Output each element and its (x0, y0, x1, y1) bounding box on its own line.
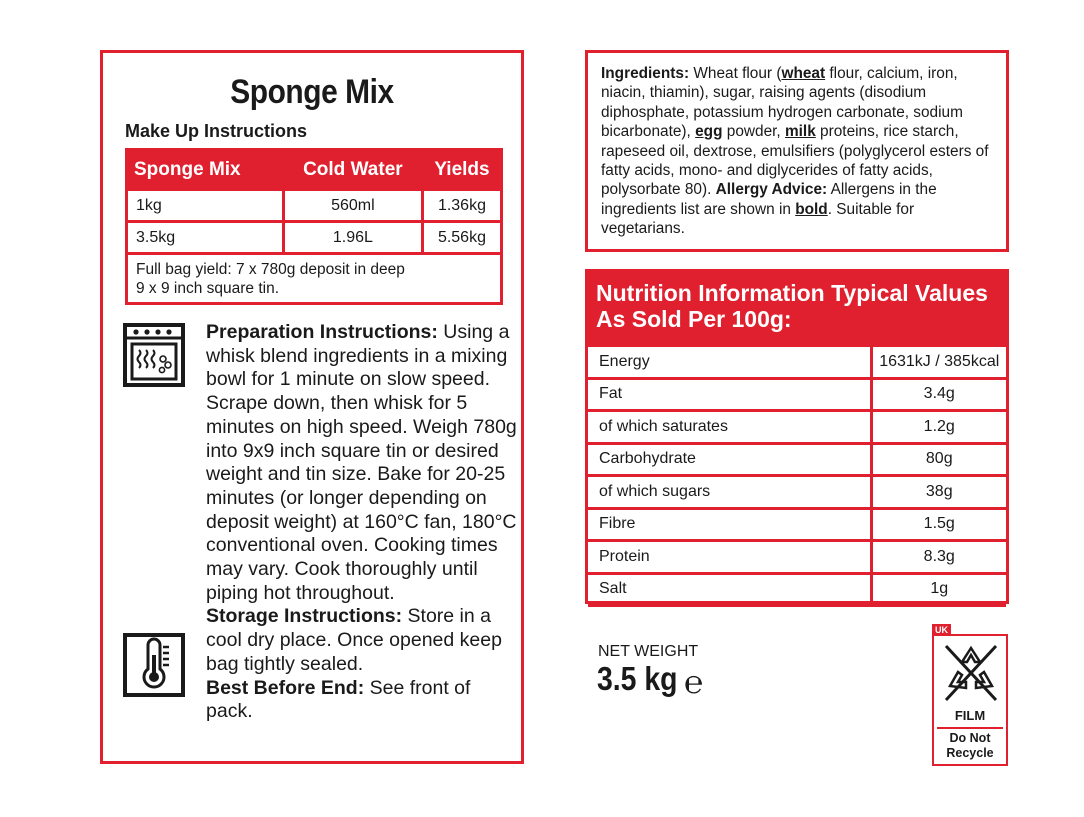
cell-yield: 5.56kg (422, 222, 501, 254)
cell-mix: 3.5kg (127, 222, 284, 254)
cell-water: 560ml (283, 190, 422, 222)
ingredients-text: powder, (726, 123, 781, 141)
table-row (127, 222, 502, 254)
recycle-crossed-icon (940, 640, 1002, 706)
nutrient-name: of which saturates (588, 411, 871, 444)
full-bag-line-1: Full bag yield: 7 x 780g deposit in deep (136, 260, 405, 278)
table-header-row (127, 150, 502, 190)
instruction-line-2: Recycle (946, 746, 994, 760)
make-up-table (125, 148, 503, 305)
nutrient-value: 1.2g (871, 411, 1006, 444)
nutrition-row (588, 378, 1006, 411)
make-up-heading: Make Up Instructions (125, 121, 308, 141)
nutrition-panel (585, 269, 1009, 604)
nutrient-value: 80g (871, 443, 1006, 476)
ingredients-panel (585, 50, 1009, 252)
nutrient-value: 3.4g (871, 378, 1006, 411)
uk-tag: UK (932, 624, 951, 636)
nutrition-row (588, 476, 1006, 509)
nutrient-name: Energy (588, 346, 871, 379)
preparation-heading: Preparation Instructions: (206, 321, 438, 343)
full-bag-yield (127, 254, 502, 304)
nutrient-name: Salt (588, 573, 871, 606)
nutrition-heading: Nutrition Information Typical Values As Sold Per 100g: (588, 272, 1006, 344)
nutrient-name: of which sugars (588, 476, 871, 509)
instructions-panel (100, 50, 524, 764)
nutrient-name: Fat (588, 378, 871, 411)
nutrition-row (588, 346, 1006, 379)
instruction-line-1: Do Not (949, 731, 991, 745)
nutrient-value: 1631kJ / 385kcal (871, 346, 1006, 379)
recycling-label (932, 634, 1008, 766)
ingredients-label: Ingredients: (601, 65, 690, 82)
allergen-wheat: wheat (781, 65, 826, 82)
best-before-text: See front of pack. (206, 676, 471, 723)
material-label: FILM (954, 708, 986, 723)
estimated-sign-icon: ℮ (684, 664, 704, 700)
thermometer-icon (123, 633, 185, 695)
ingredients-text: Wheat flour ( (693, 65, 782, 82)
header-yields: Yields (422, 150, 501, 190)
nutrient-value: 38g (871, 476, 1006, 509)
nutrient-name: Fibre (588, 508, 871, 541)
nutrition-row (588, 411, 1006, 444)
nutrition-row (588, 573, 1006, 606)
preparation-text: Using a whisk blend ingredients in a mixing bowl for 1 minute on slow speed. Scrape down, then whisk for 5 minutes on high speed. Weigh 780g into 9x9 inch square tin or desired weight and tin size. Bake for 20-25 minutes (or longer depending on deposit weight) at 160°C fan, 180°C conventional oven. Cooking times may vary. Cook thoroughly until piping hot throughout. (206, 321, 517, 604)
table-row (127, 254, 502, 304)
instructions-text (206, 321, 521, 724)
ingredients-text: proteins, rice starch, rapeseed oil, dextrose, emulsifiers (polyglycerol esters of fatty acids, mono- and diglycerides of fatty acids, polysorbate 80). (601, 123, 989, 199)
net-weight-label: NET WEIGHT (598, 643, 699, 660)
nutrient-value: 1g (871, 573, 1006, 606)
cell-mix: 1kg (127, 190, 284, 222)
product-title: Sponge Mix (230, 73, 394, 111)
net-weight-value: 3.5 kg (597, 660, 678, 697)
cell-yield: 1.36kg (422, 190, 501, 222)
ingredients-text: flour, calcium, iron, niacin, thiamin), sugar, raising agents (disodium diphosphate, potassium hydrogen carbonate, sodium bicarbonate), (601, 65, 963, 141)
allergy-advice-label: Allergy Advice: (715, 181, 828, 199)
nutrition-row (588, 443, 1006, 476)
allergy-advice-text: Allergens in the ingredients list are shown in (601, 181, 937, 218)
nutrition-row (588, 541, 1006, 574)
oven-icon (123, 323, 185, 385)
cell-water: 1.96L (283, 222, 422, 254)
nutrition-row (588, 508, 1006, 541)
nutrient-name: Protein (588, 541, 871, 574)
bold-word: bold (795, 200, 828, 218)
suitability-text: . Suitable for vegetarians. (601, 200, 915, 238)
header-sponge-mix: Sponge Mix (127, 150, 284, 190)
allergen-egg: egg (695, 123, 723, 141)
storage-heading: Storage Instructions: (206, 605, 403, 628)
storage-text: Store in a cool dry place. Once opened keep bag tightly sealed. (206, 605, 502, 675)
nutrient-name: Carbohydrate (588, 443, 871, 476)
nutrition-table (588, 344, 1006, 607)
recycle-instruction (937, 727, 1003, 761)
full-bag-line-2: 9 x 9 inch square tin. (136, 279, 280, 297)
allergen-milk: milk (784, 123, 816, 141)
header-cold-water: Cold Water (283, 150, 422, 190)
best-before-heading: Best Before End: (206, 676, 365, 699)
nutrient-value: 1.5g (871, 508, 1006, 541)
table-row (127, 190, 502, 222)
nutrient-value: 8.3g (871, 541, 1006, 574)
